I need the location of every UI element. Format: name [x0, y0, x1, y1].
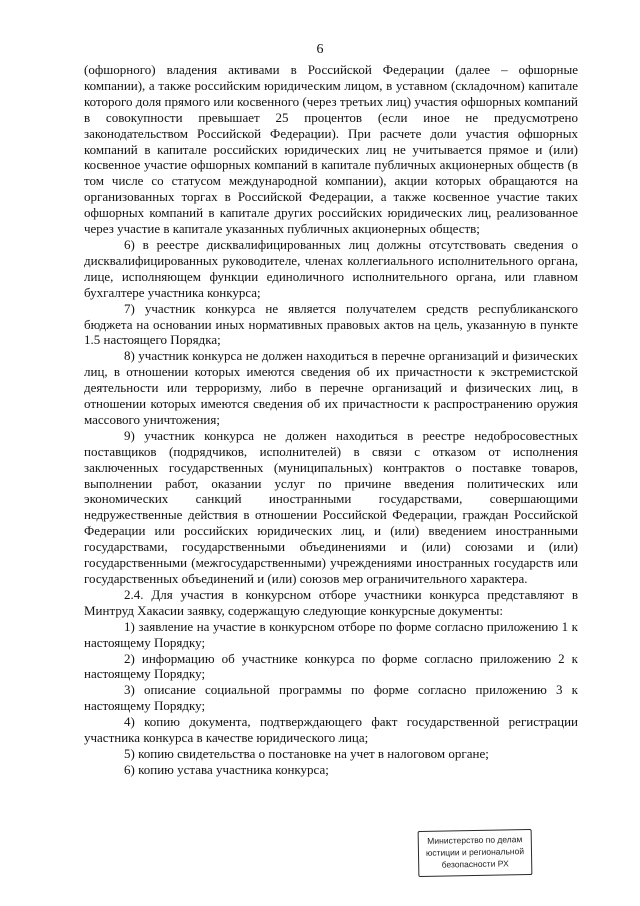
paragraph-item-9: 9) участник конкурса не должен находиться в реестре недобросовестных поставщиков (подрядчиков, исполнителей) в связи с отказом от исполнения заключенных государственных (муниципальных) контрактов о поставке товаров, выполнении работ, оказании услуг по причине введения политических или экономических санкций иностранными государствами, совершающими недружественные действия в отношении Российской Федерации, граждан Российской Федерации или российских юридических лиц, и (или) введением иностранными государствами, государственными объединениями и (или) союзами и (или) государственными (межгосударственными) учреждениями иностранных государств или государственных объединений и (или) союзов мер ограничительного характера.	[84, 427, 578, 586]
stamp-line-2: юстиции и региональной	[425, 846, 525, 858]
document-body	[84, 62, 578, 778]
page-number: 6	[316, 42, 324, 57]
paragraph-doc-3: 3) описание социальной программы по форме согласно приложению 3 к настоящему Порядку;	[84, 682, 578, 714]
paragraph-item-7: 7) участник конкурса не является получателем средств республиканского бюджета на основании иных нормативных правовых актов на цель, указанную в пункте 1.5 настоящего Порядка;	[84, 300, 578, 348]
paragraph-doc-5: 5) копию свидетельства о постановке на учет в налоговом органе;	[124, 745, 489, 761]
paragraph-doc-6: 6) копию устава участника конкурса;	[124, 761, 329, 777]
ministry-stamp	[418, 829, 533, 877]
stamp-line-1: Министерство по делам	[427, 834, 523, 846]
paragraph-item-6: 6) в реестре дисквалифицированных лиц должны отсутствовать сведения о дисквалифицированных руководителе, членах коллегиального исполнительного органа, лице, исполняющем функции единоличного исполнительного органа, или главном бухгалтере участника конкурса;	[84, 236, 578, 300]
paragraph-doc-2: 2) информацию об участнике конкурса по форме согласно приложению 2 к настоящему Порядку;	[84, 650, 578, 682]
paragraph-offshore-continuation: (офшорного) владения активами в Российской Федерации (далее – офшорные компании), а также российским юридическим лицом, в уставном (складочном) капитале которого доля прямого или косвенного (через третьих лиц) участия офшорных компаний в совокупности превышает 25 процентов (если иное не предусмотрено законодательством Российской Федерации). При расчете доли участия офшорных компаний в капитале российских юридических лиц не учитывается прямое и (или) косвенное участие офшорных компаний в капитале публичных акционерных обществ (в том числе со статусом международной компании), акции которых обращаются на организованных торгах в Российской Федерации, а также косвенное участие таких офшорных компаний в капитале других российских юридических лиц, реализованное через участие в капитале указанных публичных акционерных обществ;	[84, 62, 578, 237]
paragraph-section-2-4: 2.4. Для участия в конкурсном отборе участники конкурса представляют в Минтруд Хакасии заявку, содержащую следующие конкурсные документы:	[84, 586, 578, 618]
paragraph-item-8: 8) участник конкурса не должен находиться в перечне организаций и физических лиц, в отношении которых имеются сведения об их причастности к экстремистской деятельности или терроризму, либо в перечне организаций и физических лиц, в отношении которых имеются сведения об их причастности к распространению оружия массового уничтожения;	[84, 348, 578, 427]
stamp-line-3: безопасности РХ	[441, 858, 509, 870]
paragraph-doc-4: 4) копию документа, подтверждающего факт государственной регистрации участника конкурса в качестве юридического лица;	[84, 714, 578, 746]
paragraph-doc-1: 1) заявление на участие в конкурсном отборе по форме согласно приложению 1 к настоящему Порядку;	[84, 618, 578, 650]
